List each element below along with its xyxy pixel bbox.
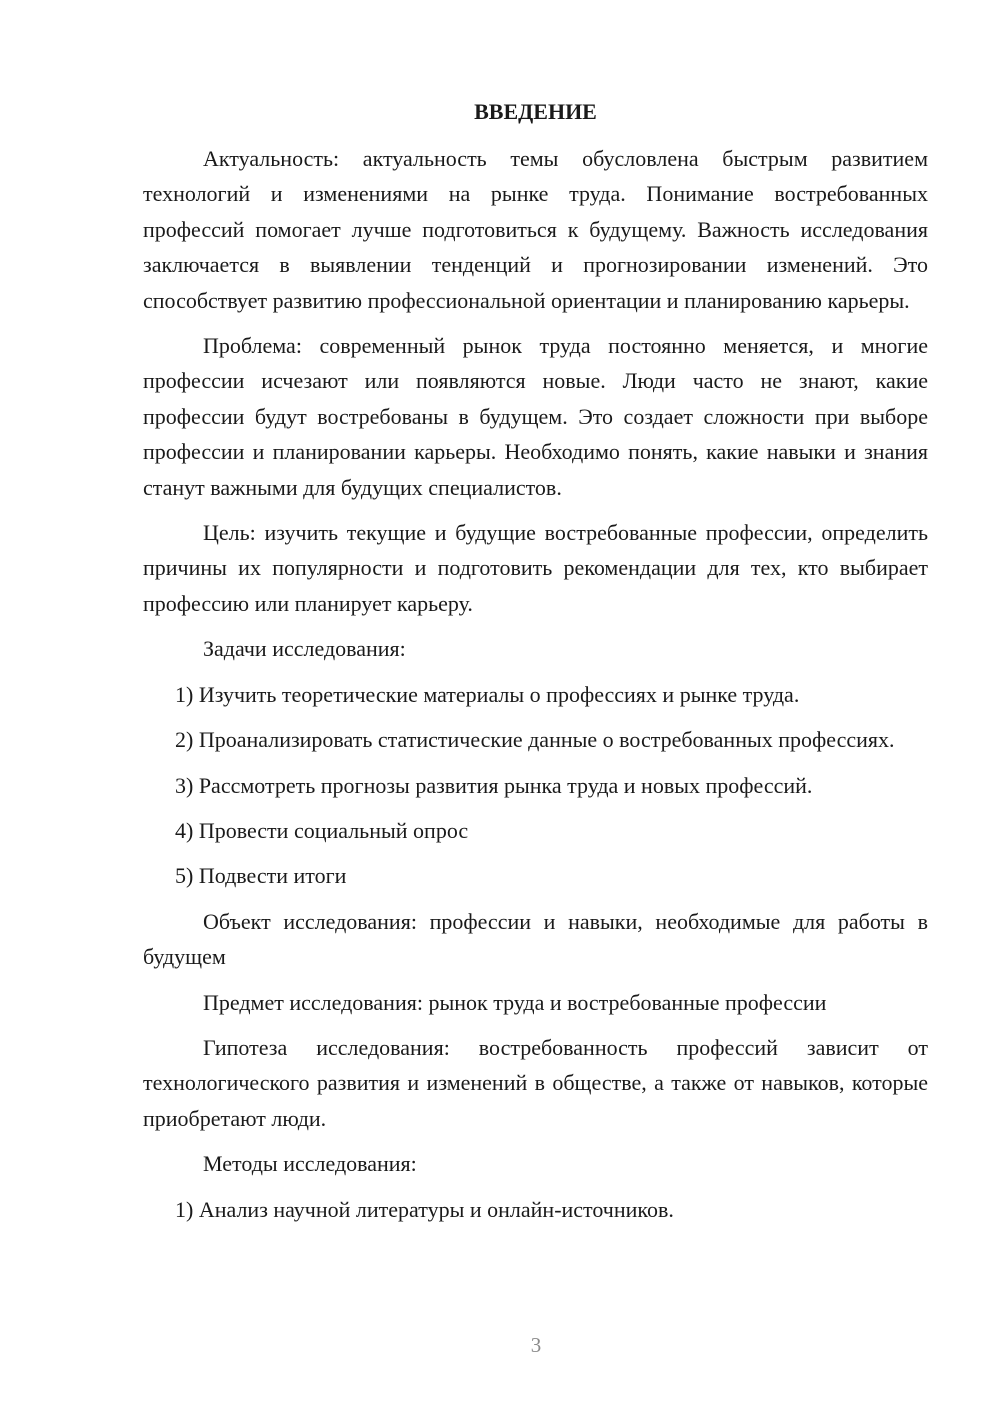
- subject-paragraph: Предмет исследования: рынок труда и востребованные профессии: [203, 989, 827, 1015]
- object-paragraph: Объект исследования: профессии и навыки, необходимые для работы в будущем: [143, 908, 928, 970]
- page-number: 3: [530, 1333, 542, 1357]
- task-item-4: 4) Провести социальный опрос: [175, 817, 469, 843]
- problem-paragraph: Проблема: современный рынок труда постоянно меняется, и многие профессии исчезают или появляются новые. Люди часто не знают, какие профессии будут востребованы в будущем. Это создает сложности при выборе профессии и планировании карьеры. Необходимо понять, какие навыки и знания станут важными для будущих специалистов.: [143, 333, 928, 500]
- page-title: ВВЕДЕНИЕ: [474, 99, 597, 124]
- task-item-1: 1) Изучить теоретические материалы о профессиях и рынке труда.: [175, 681, 800, 707]
- task-item-3: 3) Рассмотреть прогнозы развития рынка труда и новых профессий.: [175, 772, 813, 798]
- method-item-1: 1) Анализ научной литературы и онлайн-источников.: [175, 1196, 674, 1222]
- task-item-5: 5) Подвести итоги: [175, 863, 347, 889]
- methods-heading: Методы исследования:: [203, 1151, 417, 1177]
- hypothesis-paragraph: Гипотеза исследования: востребованность профессий зависит от технологического развития и изменений в обществе, а также от навыков, которые приобретают люди.: [143, 1034, 928, 1131]
- relevance-paragraph: Актуальность: актуальность темы обусловлена быстрым развитием технологий и изменениями на рынке труда. Понимание востребованных профессий помогает лучше подготовиться к будущему. Важность исследования заключается в выявлении тенденций и прогнозировании изменений. Это способствует развитию профессиональной ориентации и планированию карьеры.: [143, 146, 928, 313]
- page-content: [143, 94, 928, 1237]
- task-item-2: 2) Проанализировать статистические данные о востребованных профессиях.: [175, 727, 895, 753]
- goal-paragraph: Цель: изучить текущие и будущие востребованные профессии, определить причины их популярности и подготовить рекомендации для тех, кто выбирает профессию или планирует карьеру.: [143, 520, 928, 616]
- tasks-heading: Задачи исследования:: [203, 636, 406, 662]
